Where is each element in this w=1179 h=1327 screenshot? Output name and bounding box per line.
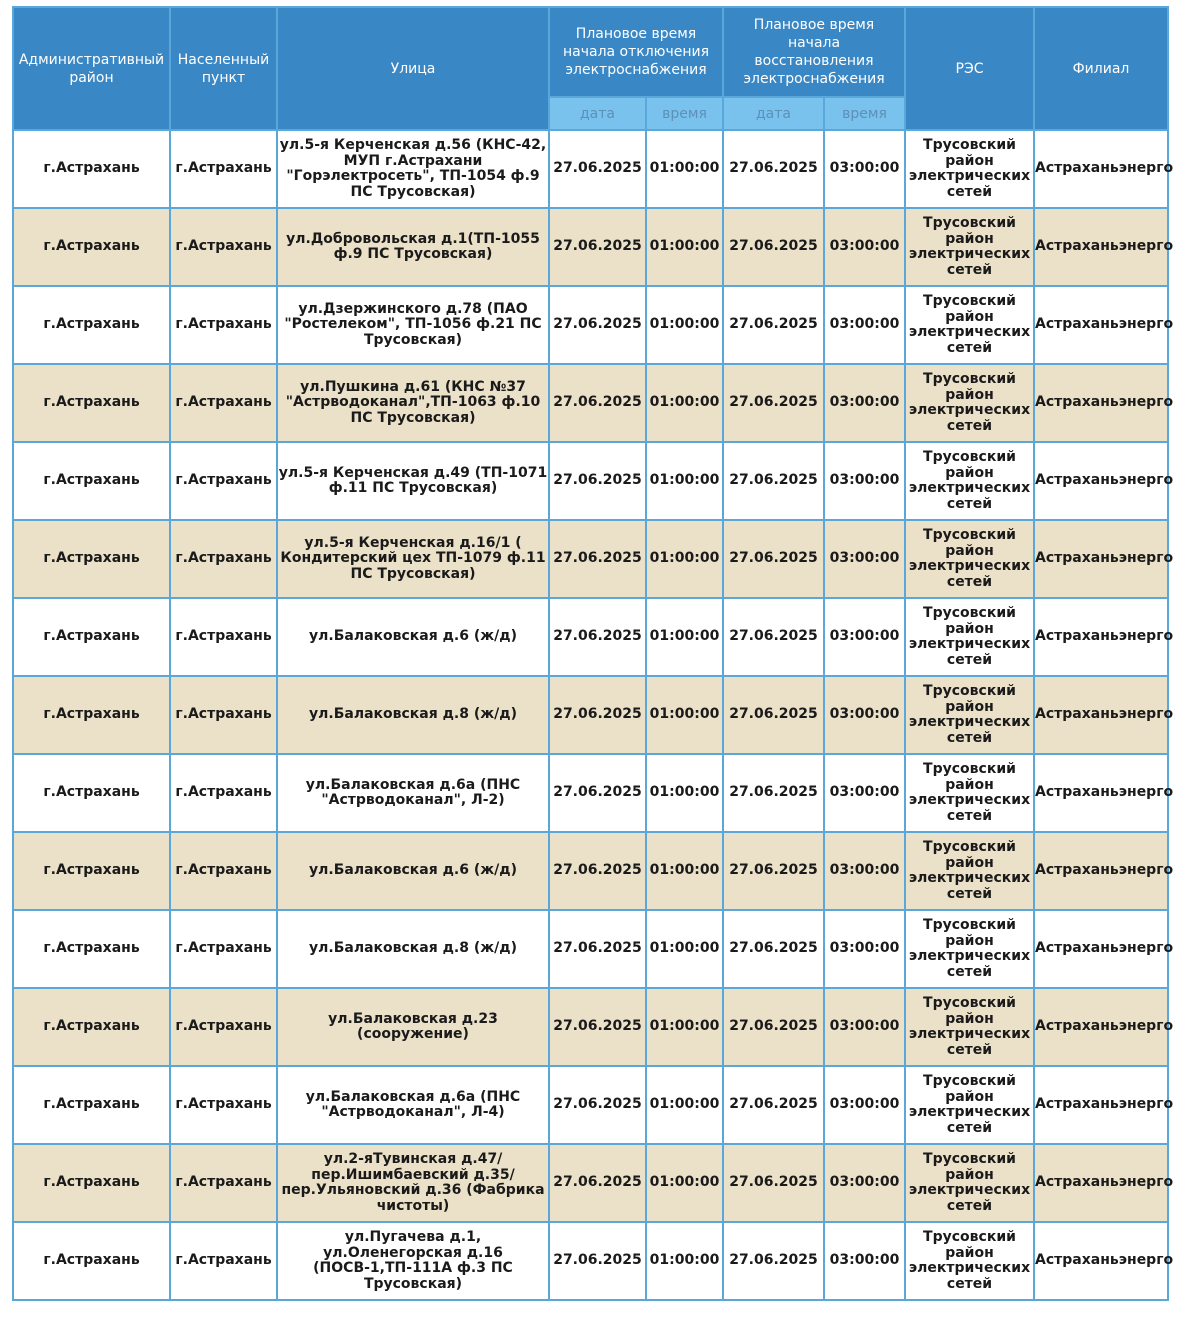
table-row: [13, 910, 1168, 988]
cell-off-time: 01:00:00: [646, 832, 723, 910]
cell-branch: Астраханьэнерго: [1034, 1144, 1168, 1222]
cell-street: ул.5-я Керченская д.16/1 ( Кондитерский цех ТП-1079 ф.11 ПС Трусовская): [277, 520, 549, 598]
cell-res: Трусовский район электрических сетей: [905, 988, 1034, 1066]
table-row: [13, 1222, 1168, 1300]
cell-off-time: 01:00:00: [646, 988, 723, 1066]
cell-off-time: 01:00:00: [646, 676, 723, 754]
cell-district: г.Астрахань: [13, 676, 170, 754]
cell-district: г.Астрахань: [13, 598, 170, 676]
cell-on-time: 03:00:00: [824, 598, 905, 676]
cell-on-time: 03:00:00: [824, 286, 905, 364]
cell-on-date: 27.06.2025: [723, 598, 824, 676]
table-row: [13, 988, 1168, 1066]
cell-locality: г.Астрахань: [170, 130, 277, 208]
cell-on-time: 03:00:00: [824, 1222, 905, 1300]
cell-branch: Астраханьэнерго: [1034, 286, 1168, 364]
cell-on-time: 03:00:00: [824, 1144, 905, 1222]
cell-street: ул.5-я Керченская д.49 (ТП-1071 ф.11 ПС Трусовская): [277, 442, 549, 520]
cell-on-date: 27.06.2025: [723, 1066, 824, 1144]
cell-res: Трусовский район электрических сетей: [905, 442, 1034, 520]
cell-branch: Астраханьэнерго: [1034, 442, 1168, 520]
cell-on-time: 03:00:00: [824, 988, 905, 1066]
cell-locality: г.Астрахань: [170, 286, 277, 364]
cell-on-time: 03:00:00: [824, 208, 905, 286]
cell-locality: г.Астрахань: [170, 364, 277, 442]
cell-locality: г.Астрахань: [170, 754, 277, 832]
cell-street: ул.Добровольская д.1(ТП-1055 ф.9 ПС Трусовская): [277, 208, 549, 286]
cell-branch: Астраханьэнерго: [1034, 1222, 1168, 1300]
table-row: [13, 1066, 1168, 1144]
cell-res: Трусовский район электрических сетей: [905, 1144, 1034, 1222]
table-row: [13, 598, 1168, 676]
cell-res: Трусовский район электрических сетей: [905, 1222, 1034, 1300]
cell-locality: г.Астрахань: [170, 1066, 277, 1144]
cell-off-date: 27.06.2025: [549, 1066, 646, 1144]
cell-off-time: 01:00:00: [646, 598, 723, 676]
cell-on-time: 03:00:00: [824, 910, 905, 988]
cell-locality: г.Астрахань: [170, 988, 277, 1066]
cell-on-time: 03:00:00: [824, 1066, 905, 1144]
cell-off-date: 27.06.2025: [549, 832, 646, 910]
cell-branch: Астраханьэнерго: [1034, 520, 1168, 598]
cell-res: Трусовский район электрических сетей: [905, 364, 1034, 442]
cell-on-date: 27.06.2025: [723, 832, 824, 910]
cell-off-time: 01:00:00: [646, 754, 723, 832]
table-row: [13, 754, 1168, 832]
cell-res: Трусовский район электрических сетей: [905, 208, 1034, 286]
cell-off-time: 01:00:00: [646, 910, 723, 988]
table-row: [13, 832, 1168, 910]
cell-off-time: 01:00:00: [646, 208, 723, 286]
cell-on-time: 03:00:00: [824, 130, 905, 208]
cell-branch: Астраханьэнерго: [1034, 130, 1168, 208]
cell-off-date: 27.06.2025: [549, 1222, 646, 1300]
header-restore-time: Плановое время начала восстановления электроснабжения: [723, 7, 905, 97]
cell-off-date: 27.06.2025: [549, 676, 646, 754]
cell-locality: г.Астрахань: [170, 598, 277, 676]
cell-res: Трусовский район электрических сетей: [905, 910, 1034, 988]
cell-locality: г.Астрахань: [170, 910, 277, 988]
cell-district: г.Астрахань: [13, 754, 170, 832]
cell-branch: Астраханьэнерго: [1034, 208, 1168, 286]
cell-street: ул.Балаковская д.6 (ж/д): [277, 598, 549, 676]
cell-res: Трусовский район электрических сетей: [905, 676, 1034, 754]
cell-on-date: 27.06.2025: [723, 130, 824, 208]
cell-district: г.Астрахань: [13, 988, 170, 1066]
cell-on-time: 03:00:00: [824, 520, 905, 598]
cell-on-date: 27.06.2025: [723, 208, 824, 286]
cell-branch: Астраханьэнерго: [1034, 1066, 1168, 1144]
cell-off-date: 27.06.2025: [549, 520, 646, 598]
cell-district: г.Астрахань: [13, 520, 170, 598]
cell-off-time: 01:00:00: [646, 1222, 723, 1300]
header-start-time: Плановое время начала отключения электроснабжения: [549, 7, 723, 97]
cell-on-date: 27.06.2025: [723, 442, 824, 520]
cell-off-time: 01:00:00: [646, 520, 723, 598]
cell-district: г.Астрахань: [13, 442, 170, 520]
subheader-date-off: дата: [549, 97, 646, 130]
header-branch: Филиал: [1034, 7, 1168, 130]
cell-street: ул.5-я Керченская д.56 (КНС-42, МУП г.Астрахани "Горэлектросеть", ТП-1054 ф.9 ПС Трусовская): [277, 130, 549, 208]
cell-res: Трусовский район электрических сетей: [905, 598, 1034, 676]
table-row: [13, 1144, 1168, 1222]
cell-street: ул.Балаковская д.6а (ПНС "Астрводоканал", Л-2): [277, 754, 549, 832]
cell-off-time: 01:00:00: [646, 442, 723, 520]
cell-street: ул.Балаковская д.8 (ж/д): [277, 676, 549, 754]
cell-on-time: 03:00:00: [824, 442, 905, 520]
header-admin-district: Административный район: [13, 7, 170, 130]
cell-locality: г.Астрахань: [170, 208, 277, 286]
header-locality: Населенный пункт: [170, 7, 277, 130]
cell-street: ул.Пушкина д.61 (КНС №37 "Астрводоканал",ТП-1063 ф.10 ПС Трусовская): [277, 364, 549, 442]
cell-district: г.Астрахань: [13, 364, 170, 442]
cell-off-date: 27.06.2025: [549, 208, 646, 286]
cell-off-date: 27.06.2025: [549, 442, 646, 520]
cell-off-date: 27.06.2025: [549, 130, 646, 208]
cell-res: Трусовский район электрических сетей: [905, 130, 1034, 208]
cell-locality: г.Астрахань: [170, 442, 277, 520]
cell-street: ул.Балаковская д.6а (ПНС "Астрводоканал", Л-4): [277, 1066, 549, 1144]
cell-off-time: 01:00:00: [646, 1144, 723, 1222]
cell-off-time: 01:00:00: [646, 130, 723, 208]
cell-res: Трусовский район электрических сетей: [905, 832, 1034, 910]
cell-street: ул.Дзержинского д.78 (ПАО "Ростелеком", ТП-1056 ф.21 ПС Трусовская): [277, 286, 549, 364]
cell-locality: г.Астрахань: [170, 1222, 277, 1300]
cell-off-date: 27.06.2025: [549, 364, 646, 442]
table-body: [13, 130, 1174, 1300]
cell-off-time: 01:00:00: [646, 364, 723, 442]
cell-locality: г.Астрахань: [170, 832, 277, 910]
header-res: РЭС: [905, 7, 1034, 130]
cell-off-date: 27.06.2025: [549, 910, 646, 988]
cell-branch: Астраханьэнерго: [1034, 988, 1168, 1066]
cell-district: г.Астрахань: [13, 832, 170, 910]
cell-branch: Астраханьэнерго: [1034, 364, 1168, 442]
cell-on-time: 03:00:00: [824, 754, 905, 832]
table-row: [13, 130, 1168, 208]
cell-off-date: 27.06.2025: [549, 598, 646, 676]
table-row: [13, 676, 1168, 754]
cell-on-date: 27.06.2025: [723, 520, 824, 598]
cell-on-date: 27.06.2025: [723, 988, 824, 1066]
cell-district: г.Астрахань: [13, 208, 170, 286]
cell-locality: г.Астрахань: [170, 676, 277, 754]
cell-branch: Астраханьэнерго: [1034, 598, 1168, 676]
cell-street: ул.Балаковская д.23 (сооружение): [277, 988, 549, 1066]
subheader-date-on: дата: [723, 97, 824, 130]
table-row: [13, 208, 1168, 286]
table-row: [13, 520, 1168, 598]
table-row: [13, 442, 1168, 520]
cell-district: г.Астрахань: [13, 1222, 170, 1300]
cell-locality: г.Астрахань: [170, 520, 277, 598]
cell-on-date: 27.06.2025: [723, 364, 824, 442]
cell-street: ул.2-яТувинская д.47/ пер.Ишимбаевский д.35/ пер.Ульяновский д.36 (Фабрика чистоты): [277, 1144, 549, 1222]
cell-on-date: 27.06.2025: [723, 286, 824, 364]
subheader-time-off: время: [646, 97, 723, 130]
cell-street: ул.Пугачева д.1, ул.Оленегорская д.16 (ПОСВ-1,ТП-111А ф.3 ПС Трусовская): [277, 1222, 549, 1300]
cell-off-date: 27.06.2025: [549, 988, 646, 1066]
cell-on-date: 27.06.2025: [723, 676, 824, 754]
cell-off-time: 01:00:00: [646, 286, 723, 364]
table-header: [13, 7, 1168, 130]
cell-res: Трусовский район электрических сетей: [905, 286, 1034, 364]
cell-district: г.Астрахань: [13, 130, 170, 208]
cell-off-date: 27.06.2025: [549, 1144, 646, 1222]
cell-off-date: 27.06.2025: [549, 286, 646, 364]
cell-on-date: 27.06.2025: [723, 1144, 824, 1222]
cell-branch: Астраханьэнерго: [1034, 832, 1168, 910]
cell-off-date: 27.06.2025: [549, 754, 646, 832]
cell-district: г.Астрахань: [13, 1066, 170, 1144]
cell-street: ул.Балаковская д.8 (ж/д): [277, 910, 549, 988]
table-row: [13, 286, 1168, 364]
cell-district: г.Астрахань: [13, 910, 170, 988]
cell-district: г.Астрахань: [13, 1144, 170, 1222]
cell-street: ул.Балаковская д.6 (ж/д): [277, 832, 549, 910]
header-street: Улица: [277, 7, 549, 130]
cell-on-date: 27.06.2025: [723, 1222, 824, 1300]
cell-branch: Астраханьэнерго: [1034, 754, 1168, 832]
cell-off-time: 01:00:00: [646, 1066, 723, 1144]
cell-on-date: 27.06.2025: [723, 754, 824, 832]
table-row: [13, 364, 1168, 442]
cell-res: Трусовский район электрических сетей: [905, 1066, 1034, 1144]
cell-res: Трусовский район электрических сетей: [905, 754, 1034, 832]
cell-on-time: 03:00:00: [824, 364, 905, 442]
cell-on-time: 03:00:00: [824, 832, 905, 910]
cell-branch: Астраханьэнерго: [1034, 910, 1168, 988]
cell-res: Трусовский район электрических сетей: [905, 520, 1034, 598]
cell-district: г.Астрахань: [13, 286, 170, 364]
cell-on-date: 27.06.2025: [723, 910, 824, 988]
cell-locality: г.Астрахань: [170, 1144, 277, 1222]
outage-schedule-table: [12, 6, 1174, 1301]
subheader-time-on: время: [824, 97, 905, 130]
cell-on-time: 03:00:00: [824, 676, 905, 754]
cell-branch: Астраханьэнерго: [1034, 676, 1168, 754]
